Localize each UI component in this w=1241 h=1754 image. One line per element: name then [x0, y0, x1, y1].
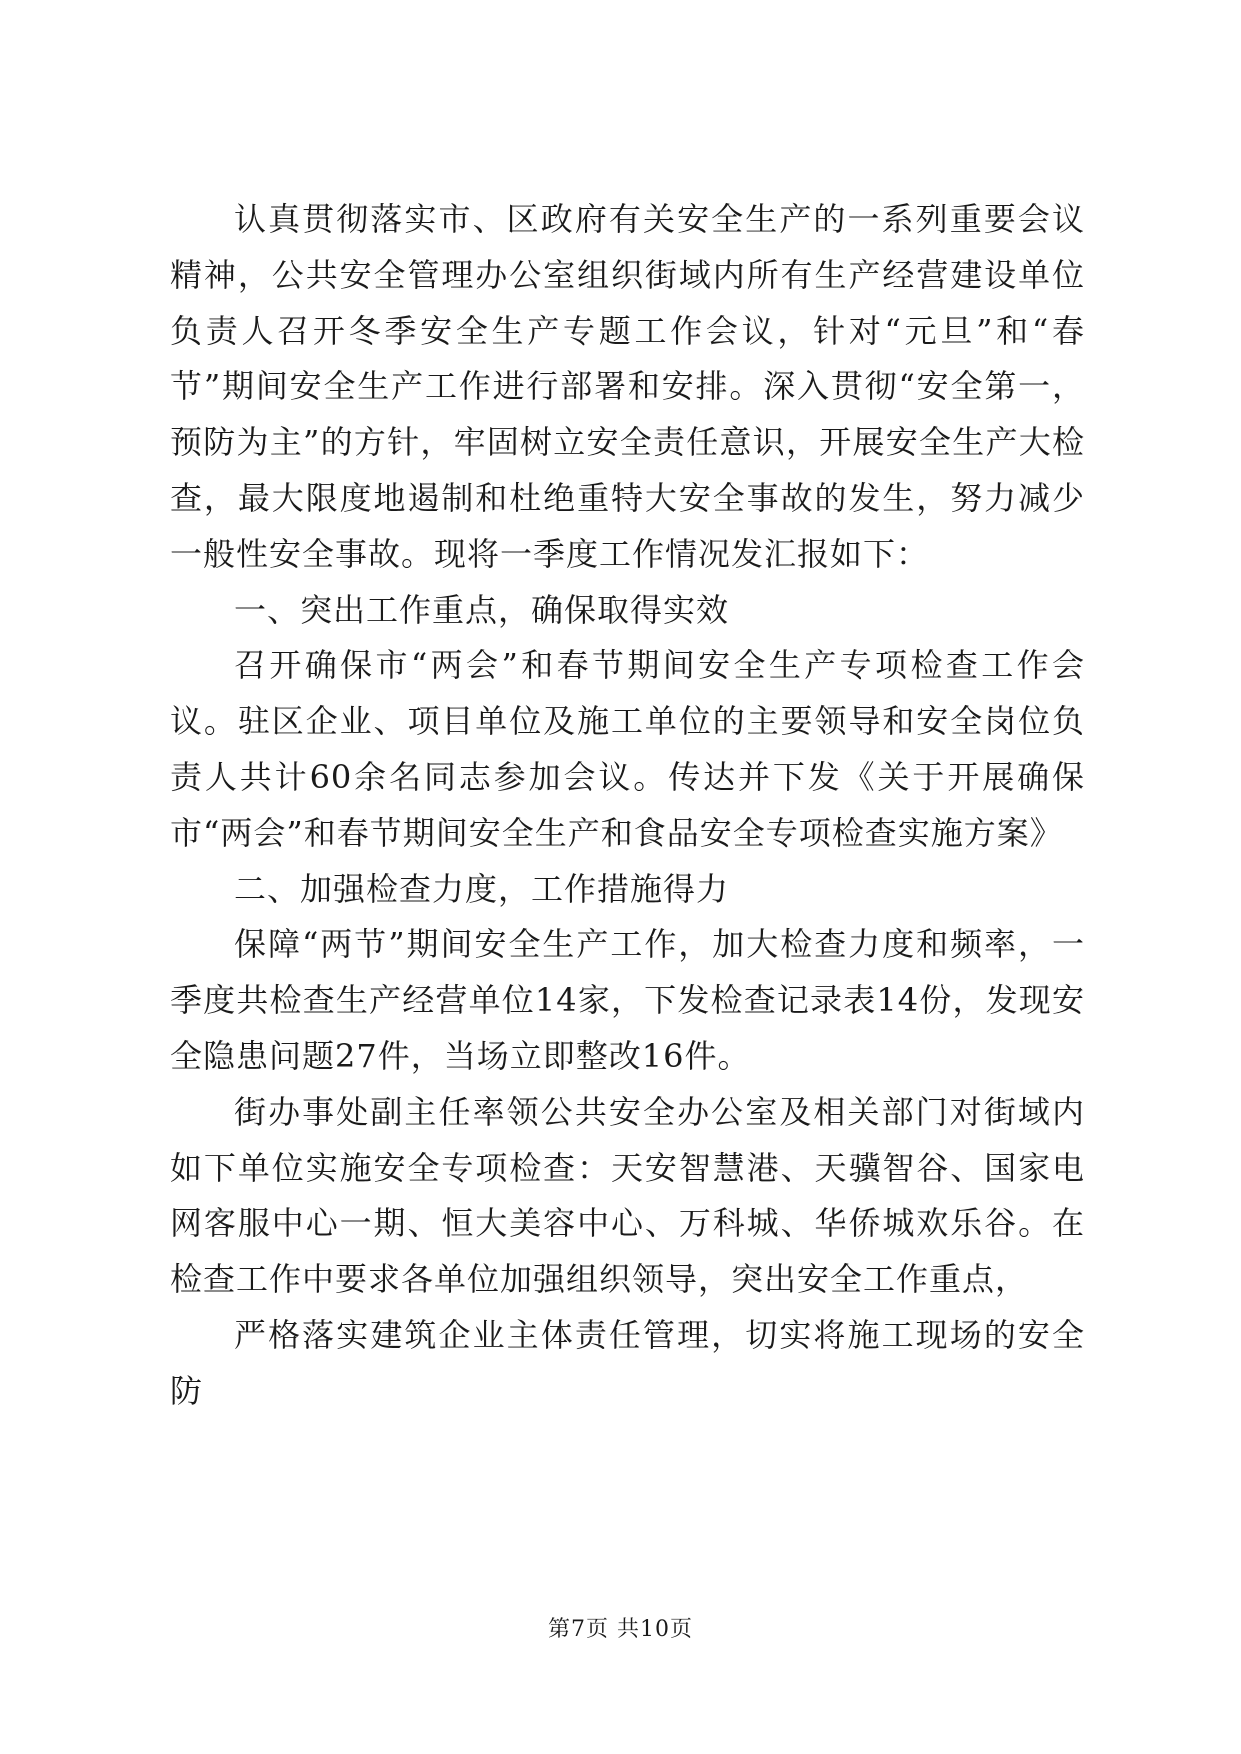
page-number-footer: 第7页 共10页 [548, 1617, 693, 1642]
paragraph-inspection-stats: 保障“两节”期间安全生产工作，加大检查力度和频率，一季度共检查生产经营单位14家，下发检查记录表14份，发现安全隐患问题27件，当场立即整改16件。 [170, 925, 1085, 1075]
document-body [170, 192, 1085, 1420]
paragraph-inspection-units: 街办事处副主任率领公共安全办公室及相关部门对街域内如下单位实施安全专项检查：天安智慧港、天骥智谷、国家电网客服中心一期、恒大美容中心、万科城、华侨城欢乐谷。在检查工作中要求各单位加强组织领导，突出安全工作重点， [170, 1092, 1085, 1299]
section-heading-2: 二、加强检查力度，工作措施得力 [234, 869, 730, 908]
paragraph-intro: 认真贯彻落实市、区政府有关安全生产的一系列重要会议精神，公共安全管理办公室组织街域内所有生产经营建设单位负责人召开冬季安全生产专题工作会议，针对“元旦”和“春节”期间安全生产工作进行部署和安排。深入贯彻“安全第一，预防为主”的方针，牢固树立安全责任意识，开展安全生产大检查，最大限度地遏制和杜绝重特大安全事故的发生，努力减少一般性安全事故。现将一季度工作情况发汇报如下： [170, 200, 1085, 573]
section-heading-1: 一、突出工作重点，确保取得实效 [234, 590, 730, 629]
paragraph-responsibility: 严格落实建筑企业主体责任管理，切实将施工现场的安全防 [170, 1315, 1085, 1410]
paragraph-meeting: 召开确保市“两会”和春节期间安全生产专项检查工作会议。驻区企业、项目单位及施工单位的主要领导和安全岗位负责人共计60余名同志参加会议。传达并下发《关于开展确保市“两会”和春节期间安全生产和食品安全专项检查实施方案》 [170, 646, 1085, 852]
